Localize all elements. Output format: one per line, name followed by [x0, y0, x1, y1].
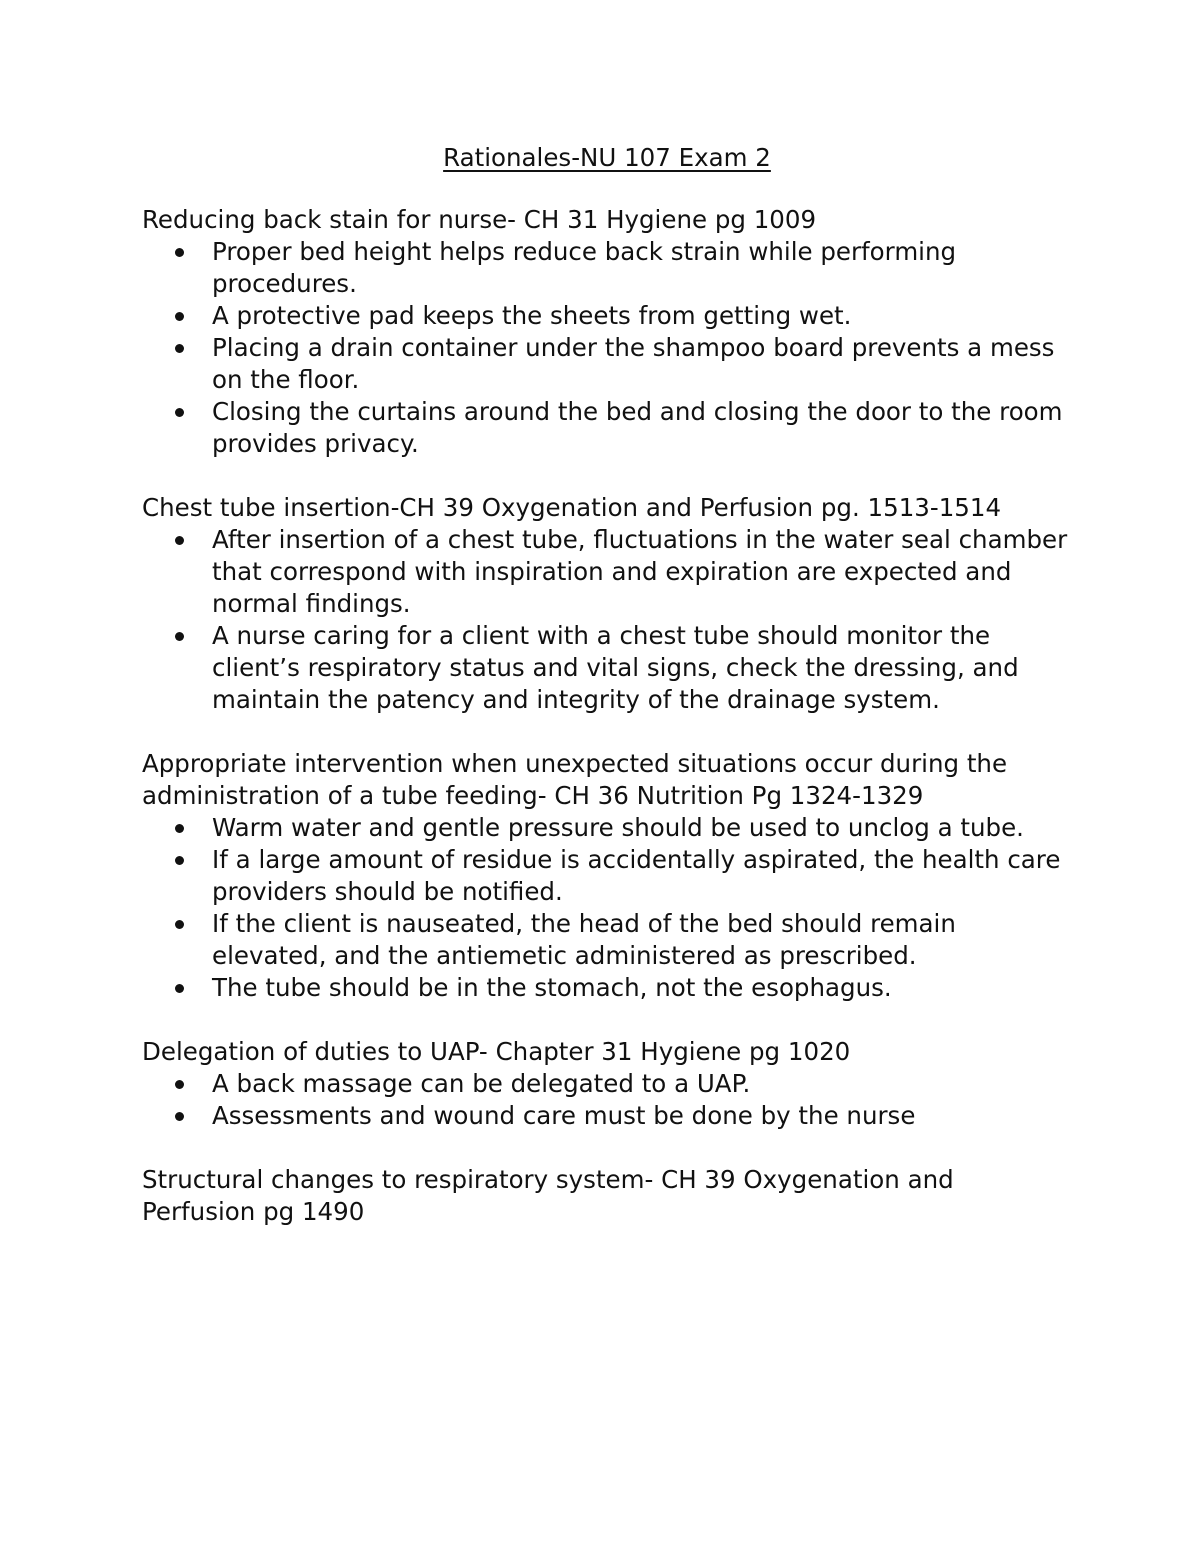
section-heading: Appropriate intervention when unexpected situations occur during the administration of a tube feeding- CH 36 Nutrition Pg 1324-1329: [142, 749, 1008, 810]
section-heading: Chest tube insertion-CH 39 Oxygenation and Perfusion pg. 1513-1514: [142, 493, 1002, 522]
section-heading: Reducing back stain for nurse- CH 31 Hygiene pg 1009: [142, 205, 817, 234]
bullet-list: [142, 812, 1072, 1004]
bullet-icon: [175, 984, 184, 993]
section-heading: Delegation of duties to UAP- Chapter 31 Hygiene pg 1020: [142, 1037, 851, 1066]
list-item-text: A nurse caring for a client with a chest tube should monitor the client’s respiratory status and vital signs, check the dressing, and maintain the patency and integrity of the drainage system.: [212, 621, 1019, 714]
section-back-strain: [142, 204, 1072, 460]
document-page: [142, 140, 1072, 1260]
title-spacer: [142, 176, 1072, 204]
list-item: [142, 332, 1072, 396]
document-title: Rationales-NU 107 Exam 2: [443, 143, 771, 172]
list-item-text: A protective pad keeps the sheets from getting wet.: [212, 301, 852, 330]
list-item-text: If a large amount of residue is accidentally aspirated, the health care providers should be notified.: [212, 845, 1061, 906]
list-item: [142, 620, 1072, 716]
section-delegation: [142, 1036, 1072, 1132]
list-item-text: A back massage can be delegated to a UAP.: [212, 1069, 751, 1098]
list-item: [142, 300, 1072, 332]
list-item: [142, 844, 1072, 908]
list-item-text: If the client is nauseated, the head of the bed should remain elevated, and the antiemetic administered as prescribed.: [212, 909, 956, 970]
list-item-text: Placing a drain container under the shampoo board prevents a mess on the floor.: [212, 333, 1055, 394]
list-item-text: Assessments and wound care must be done by the nurse: [212, 1101, 916, 1130]
list-item-text: The tube should be in the stomach, not the esophagus.: [212, 973, 892, 1002]
bullet-icon: [175, 856, 184, 865]
bullet-icon: [175, 1112, 184, 1121]
list-item: [142, 1068, 1072, 1100]
bullet-icon: [175, 312, 184, 321]
bullet-icon: [175, 632, 184, 641]
bullet-icon: [175, 824, 184, 833]
list-item: [142, 524, 1072, 620]
list-item: [142, 812, 1072, 844]
bullet-list: [142, 1068, 1072, 1132]
bullet-list: [142, 524, 1072, 716]
bullet-icon: [175, 536, 184, 545]
list-item: [142, 908, 1072, 972]
bullet-icon: [175, 1080, 184, 1089]
section-tube-feeding: [142, 748, 1072, 1004]
bullet-icon: [175, 248, 184, 257]
list-item-text: Warm water and gentle pressure should be used to unclog a tube.: [212, 813, 1024, 842]
section-heading: Structural changes to respiratory system- CH 39 Oxygenation and Perfusion pg 1490: [142, 1165, 954, 1226]
bullet-list: [142, 236, 1072, 460]
list-item: [142, 1100, 1072, 1132]
bullet-icon: [175, 920, 184, 929]
list-item: [142, 236, 1072, 300]
list-item: [142, 972, 1072, 1004]
bullet-icon: [175, 408, 184, 417]
list-item: [142, 396, 1072, 460]
bullet-icon: [175, 344, 184, 353]
list-item-text: Closing the curtains around the bed and closing the door to the room provides privacy.: [212, 397, 1063, 458]
section-respiratory-changes: [142, 1164, 1072, 1228]
section-chest-tube: [142, 492, 1072, 716]
list-item-text: Proper bed height helps reduce back strain while performing procedures.: [212, 237, 957, 298]
list-item-text: After insertion of a chest tube, fluctuations in the water seal chamber that correspond with inspiration and expiration are expected and normal findings.: [212, 525, 1068, 618]
